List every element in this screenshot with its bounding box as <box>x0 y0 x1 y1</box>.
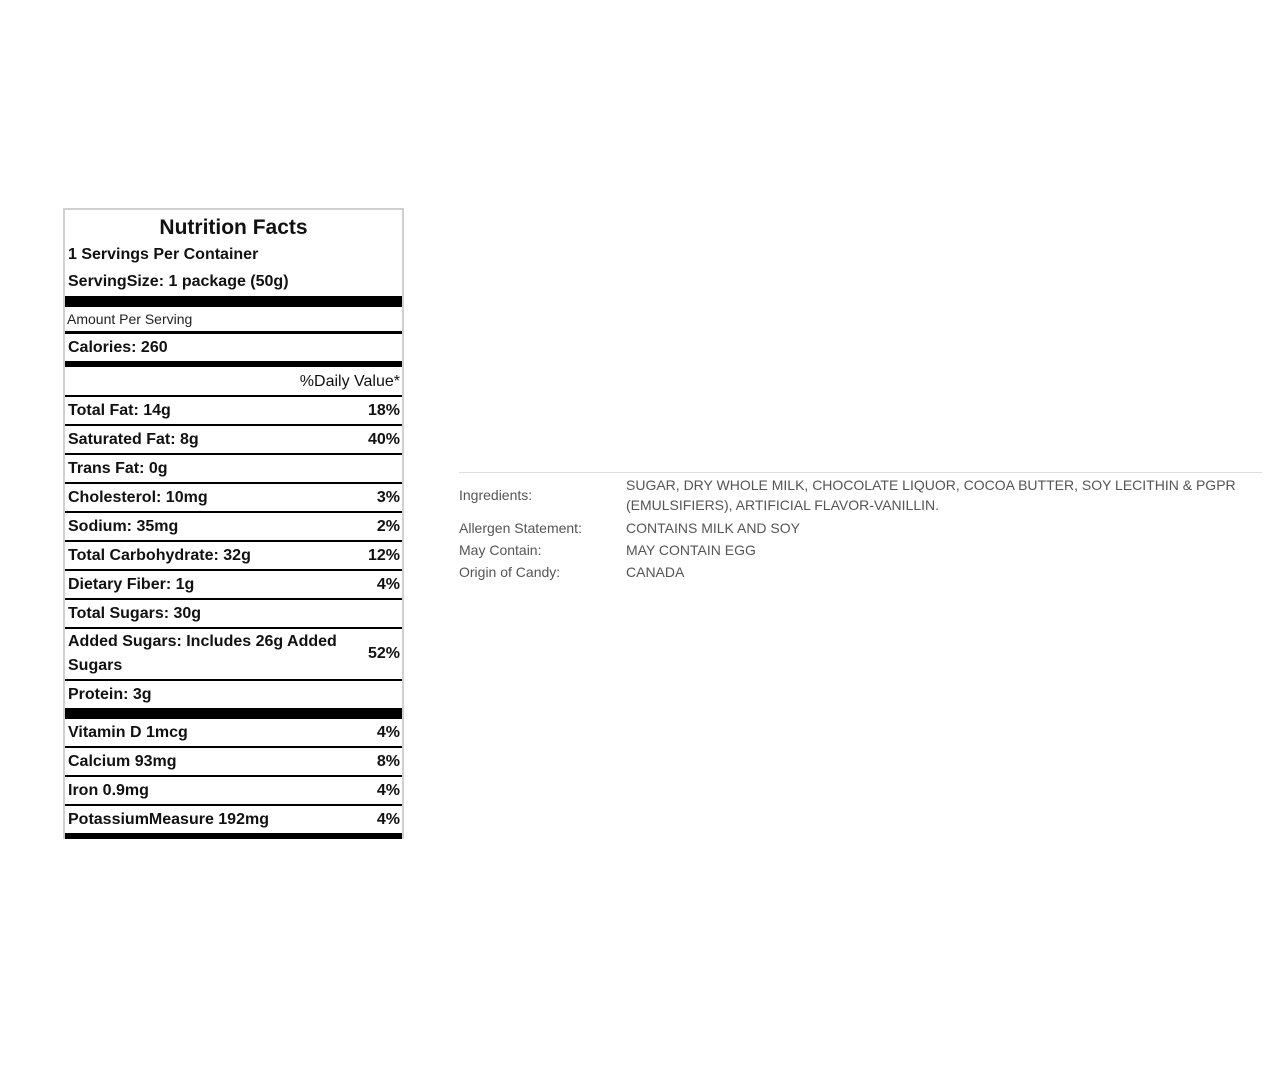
vitamin-label: Iron 0.9mg <box>68 781 149 799</box>
vitamin-label: Vitamin D 1mcg <box>68 723 188 741</box>
nutrient-dv: 18% <box>367 401 400 419</box>
nutrient-row <box>65 426 402 455</box>
vitamin-label: Calcium 93mg <box>68 752 177 770</box>
detail-key: Origin of Candy: <box>459 564 561 580</box>
amount-per-serving: Amount Per Serving <box>67 311 193 327</box>
detail-value: CANADA <box>626 564 685 580</box>
nutrient-row <box>65 600 402 629</box>
vitamin-row <box>65 748 402 777</box>
detail-row-may-contain <box>459 539 1262 561</box>
detail-row-origin <box>459 561 1262 583</box>
nutrient-row <box>65 513 402 542</box>
nutrient-dv: 4% <box>376 575 400 593</box>
vitamin-row <box>65 806 402 833</box>
nutrient-dv: 12% <box>367 546 400 564</box>
nutrient-row <box>65 571 402 600</box>
nutrient-row <box>65 484 402 513</box>
nutrient-dv: 52% <box>367 645 400 662</box>
nutrient-label: Saturated Fat: 8g <box>68 430 199 448</box>
detail-value: CONTAINS MILK AND SOY <box>626 520 800 536</box>
servings-per-container: 1 Servings Per Container <box>68 246 259 263</box>
calories: Calories: 260 <box>68 338 168 356</box>
nutrient-label: Cholesterol: 10mg <box>68 488 208 506</box>
thick-divider <box>65 833 402 839</box>
nutrient-dv: 40% <box>367 430 400 448</box>
detail-key: Ingredients: <box>459 487 533 503</box>
nutrient-label: Total Fat: 14g <box>68 401 171 419</box>
nutrient-label: Total Carbohydrate: 32g <box>68 546 251 564</box>
daily-value-header: %Daily Value* <box>65 367 402 397</box>
nutrient-dv: 2% <box>376 517 400 535</box>
nutrient-row <box>65 455 402 484</box>
thick-divider <box>65 708 402 719</box>
nutrient-dv: 3% <box>376 488 400 506</box>
nutrient-row <box>65 542 402 571</box>
vitamin-dv: 4% <box>376 810 400 828</box>
vitamin-row <box>65 719 402 748</box>
nutrient-label: Sodium: 35mg <box>68 517 179 535</box>
detail-value: MAY CONTAIN EGG <box>626 542 756 558</box>
vitamin-label: PotassiumMeasure 192mg <box>68 810 269 828</box>
nutrient-label: Added Sugars: Includes 26g Added Sugars <box>68 633 337 674</box>
nutrition-title: Nutrition Facts <box>159 216 308 239</box>
nutrient-row <box>65 397 402 426</box>
serving-size: ServingSize: 1 package (50g) <box>68 273 289 290</box>
nutrient-row <box>65 681 402 708</box>
nutrient-row <box>65 629 402 681</box>
detail-key: May Contain: <box>459 542 542 558</box>
nutrition-facts-label <box>63 208 404 839</box>
calories-row <box>65 334 402 361</box>
nutrient-label: Protein: 3g <box>68 685 152 703</box>
thick-divider <box>65 296 402 307</box>
nutrient-label: Trans Fat: 0g <box>68 459 168 477</box>
detail-key: Allergen Statement: <box>459 520 582 536</box>
nutrient-label: Total Sugars: 30g <box>68 604 202 622</box>
vitamin-dv: 8% <box>376 752 400 770</box>
detail-row-ingredients <box>459 473 1262 517</box>
vitamin-dv: 4% <box>376 781 400 799</box>
nutrient-label: Dietary Fiber: 1g <box>68 575 195 593</box>
detail-row-allergen <box>459 517 1262 539</box>
vitamin-dv: 4% <box>376 723 400 741</box>
detail-value: SUGAR, DRY WHOLE MILK, CHOCOLATE LIQUOR, COCOA BUTTER, SOY LECITHIN & PGPR (EMULSIFIERS), ARTIFICIAL FLAVOR-VANILLIN. <box>626 477 1236 513</box>
product-details-table <box>459 472 1262 583</box>
vitamin-row <box>65 777 402 806</box>
